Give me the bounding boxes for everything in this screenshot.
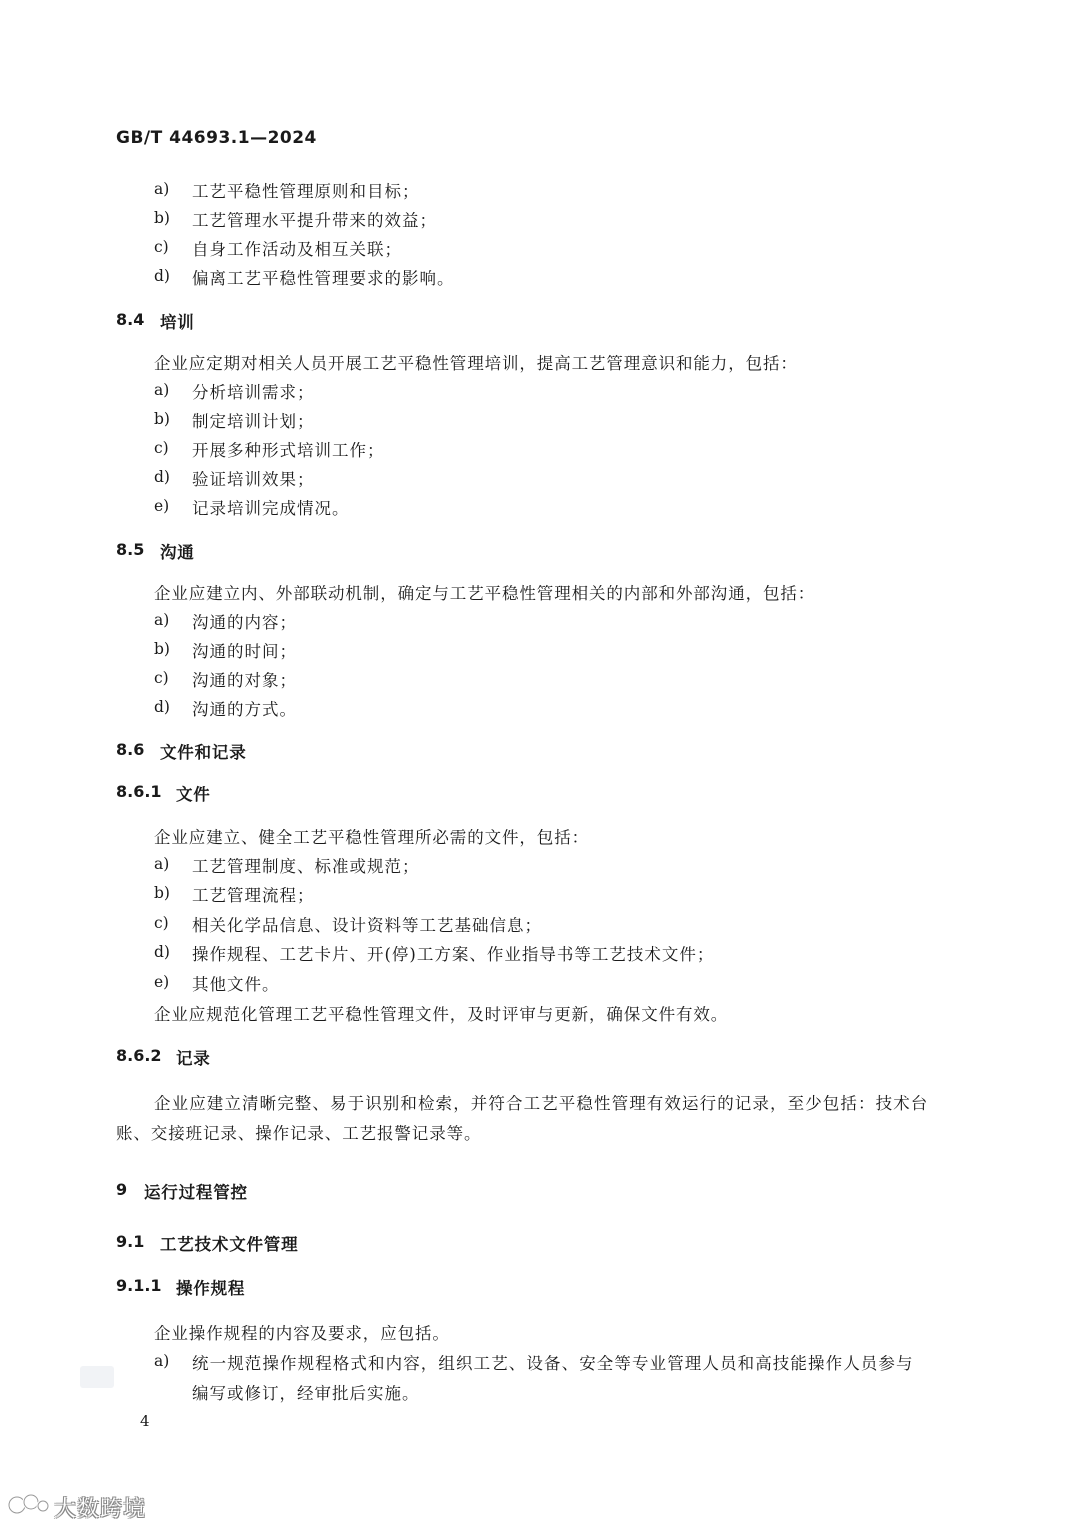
list-item-label: a) [154,180,170,198]
list-item-text: 工艺管理流程； [192,886,315,905]
paragraph: 企业应建立、健全工艺平稳性管理所必需的文件，包括： [154,828,589,847]
list-item-text: 沟通的内容； [192,613,297,632]
paragraph: 企业应建立内、外部联动机制，确定与工艺平稳性管理相关的内部和外部沟通，包括： [154,584,816,603]
watermark [6,1490,154,1520]
list-item-text: 工艺管理制度、标准或规范； [192,857,420,876]
list-item-text: 分析培训需求； [192,383,315,402]
list-item-text: 开展多种形式培训工作； [192,441,385,460]
list-item-label: c) [154,439,169,457]
list-item-label: c) [154,238,169,256]
stamp-mark [80,1366,114,1388]
chapter-number: 9 [116,1180,128,1199]
list-item-text: 记录培训完成情况。 [192,499,350,518]
section-title: 文件和记录 [160,743,247,762]
list-item-label: c) [154,669,169,687]
list-item-label: e) [154,497,170,515]
section-number: 9.1 [116,1232,145,1251]
paragraph: 企业操作规程的内容及要求，应包括。 [154,1324,450,1343]
list-item-text: 自身工作活动及相互关联； [192,240,402,259]
section-title: 沟通 [160,543,195,562]
list-item-text: 统一规范操作规程格式和内容，组织工艺、设备、安全等专业管理人员和高技能操作人员参与 [192,1354,914,1373]
list-item-label: a) [154,1352,170,1370]
watermark-logo-icon [6,1490,52,1520]
section-title: 培训 [160,313,195,332]
section-title: 工艺技术文件管理 [160,1235,299,1254]
list-item-text: 其他文件。 [192,975,280,994]
chapter-title: 运行过程管控 [144,1183,248,1202]
watermark-text: 大数跨境 [54,1497,147,1522]
list-item-text-continuation: 编写或修订，经审批后实施。 [192,1384,420,1403]
list-item-text: 偏离工艺平稳性管理要求的影响。 [192,269,455,288]
list-item-label: d) [154,267,170,285]
list-item-label: a) [154,611,170,629]
paragraph: 企业应定期对相关人员开展工艺平稳性管理培训，提高工艺管理意识和能力，包括： [154,354,798,373]
list-item-label: d) [154,468,170,486]
list-item-label: b) [154,209,170,227]
list-item-text: 沟通的对象； [192,671,297,690]
paragraph-continuation: 账、交接班记录、操作记录、工艺报警记录等。 [116,1124,482,1143]
list-item-label: a) [154,381,170,399]
paragraph: 企业应规范化管理工艺平稳性管理文件，及时评审与更新，确保文件有效。 [154,1005,729,1024]
section-number: 8.6.1 [116,782,162,801]
list-item-label: b) [154,640,170,658]
section-number: 8.6 [116,740,145,759]
list-item-label: e) [154,973,170,991]
list-item-label: a) [154,855,170,873]
section-number: 8.4 [116,310,145,329]
list-item-label: c) [154,914,169,932]
section-number: 8.6.2 [116,1046,162,1065]
page-number: 4 [140,1412,150,1430]
section-title: 记录 [176,1049,211,1068]
list-item-label: d) [154,943,170,961]
list-item-text: 沟通的时间； [192,642,297,661]
list-item-label: d) [154,698,170,716]
list-item-text: 相关化学品信息、设计资料等工艺基础信息； [192,916,542,935]
list-item-text: 工艺管理水平提升带来的效益； [192,211,437,230]
list-item-text: 验证培训效果； [192,470,315,489]
section-title: 文件 [176,785,211,804]
list-item-label: b) [154,884,170,902]
list-item-text: 工艺平稳性管理原则和目标； [192,182,420,201]
standard-code: GB/T 44693.1—2024 [116,128,317,148]
section-number: 8.5 [116,540,145,559]
list-item-label: b) [154,410,170,428]
paragraph: 企业应建立清晰完整、易于识别和检索，并符合工艺平稳性管理有效运行的记录，至少包括：技术台 [154,1094,929,1113]
list-item-text: 沟通的方式。 [192,700,297,719]
section-number: 9.1.1 [116,1276,162,1295]
section-title: 操作规程 [176,1279,246,1298]
list-item-text: 制定培训计划； [192,412,315,431]
list-item-text: 操作规程、工艺卡片、开(停)工方案、作业指导书等工艺技术文件； [192,945,715,964]
